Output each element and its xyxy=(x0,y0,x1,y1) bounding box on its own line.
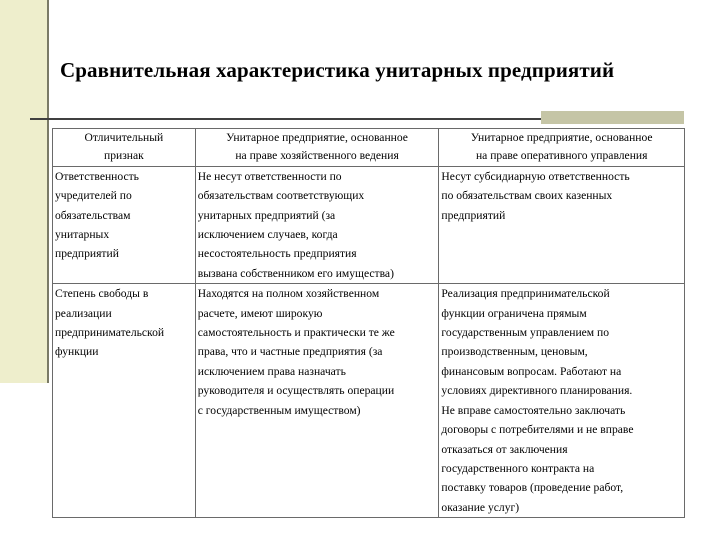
row-freedom-economic: Находятся на полном хозяйственном расчете, имеют широкую самостоятельность и практически те же права, что и частные предприятия (за исключением права назначать руководителя и осуществлять операции с государственным имуществом) xyxy=(195,284,439,518)
row-liability-operational: Несут субсидиарную ответственность по обязательствам своих казенных предприятий xyxy=(439,166,685,283)
row-liability-economic: Не несут ответственности по обязательствам соответствующих унитарных предприятий (за исключением случаев, когда несостоятельность предприятия вызвана собственником его имущества) xyxy=(195,166,439,283)
row-freedom-feature: Степень свободы в реализации предпринимательской функции xyxy=(53,284,196,518)
header-economic-management: Унитарное предприятие, основанное на праве хозяйственного ведения xyxy=(195,129,439,167)
row-liability-feature: Ответственность учредителей по обязательствам унитарных предприятий xyxy=(53,166,196,283)
left-decorative-bar xyxy=(0,0,47,383)
table-row-freedom xyxy=(53,284,685,518)
header-distinguishing-feature: Отличительный признак xyxy=(53,129,196,167)
accent-block xyxy=(541,111,684,124)
comparison-table xyxy=(52,128,685,518)
table-row-liability xyxy=(53,166,685,283)
row-freedom-operational: Реализация предпринимательской функции ограничена прямым государственным управлением по производственным, ценовым, финансовым вопросам. Работают на условиях директивного планирования. Не вправе самостоятельно заключать договоры с потребителями и не вправе отказаться от заключения государственного контракта на поставку товаров (проведение работ, оказание услуг) xyxy=(439,284,685,518)
slide-title: Сравнительная характеристика унитарных предприятий xyxy=(60,58,615,82)
table-header-row xyxy=(53,129,685,167)
left-bar-edge-line xyxy=(47,0,49,383)
header-operational-management: Унитарное предприятие, основанное на праве оперативного управления xyxy=(439,129,685,167)
